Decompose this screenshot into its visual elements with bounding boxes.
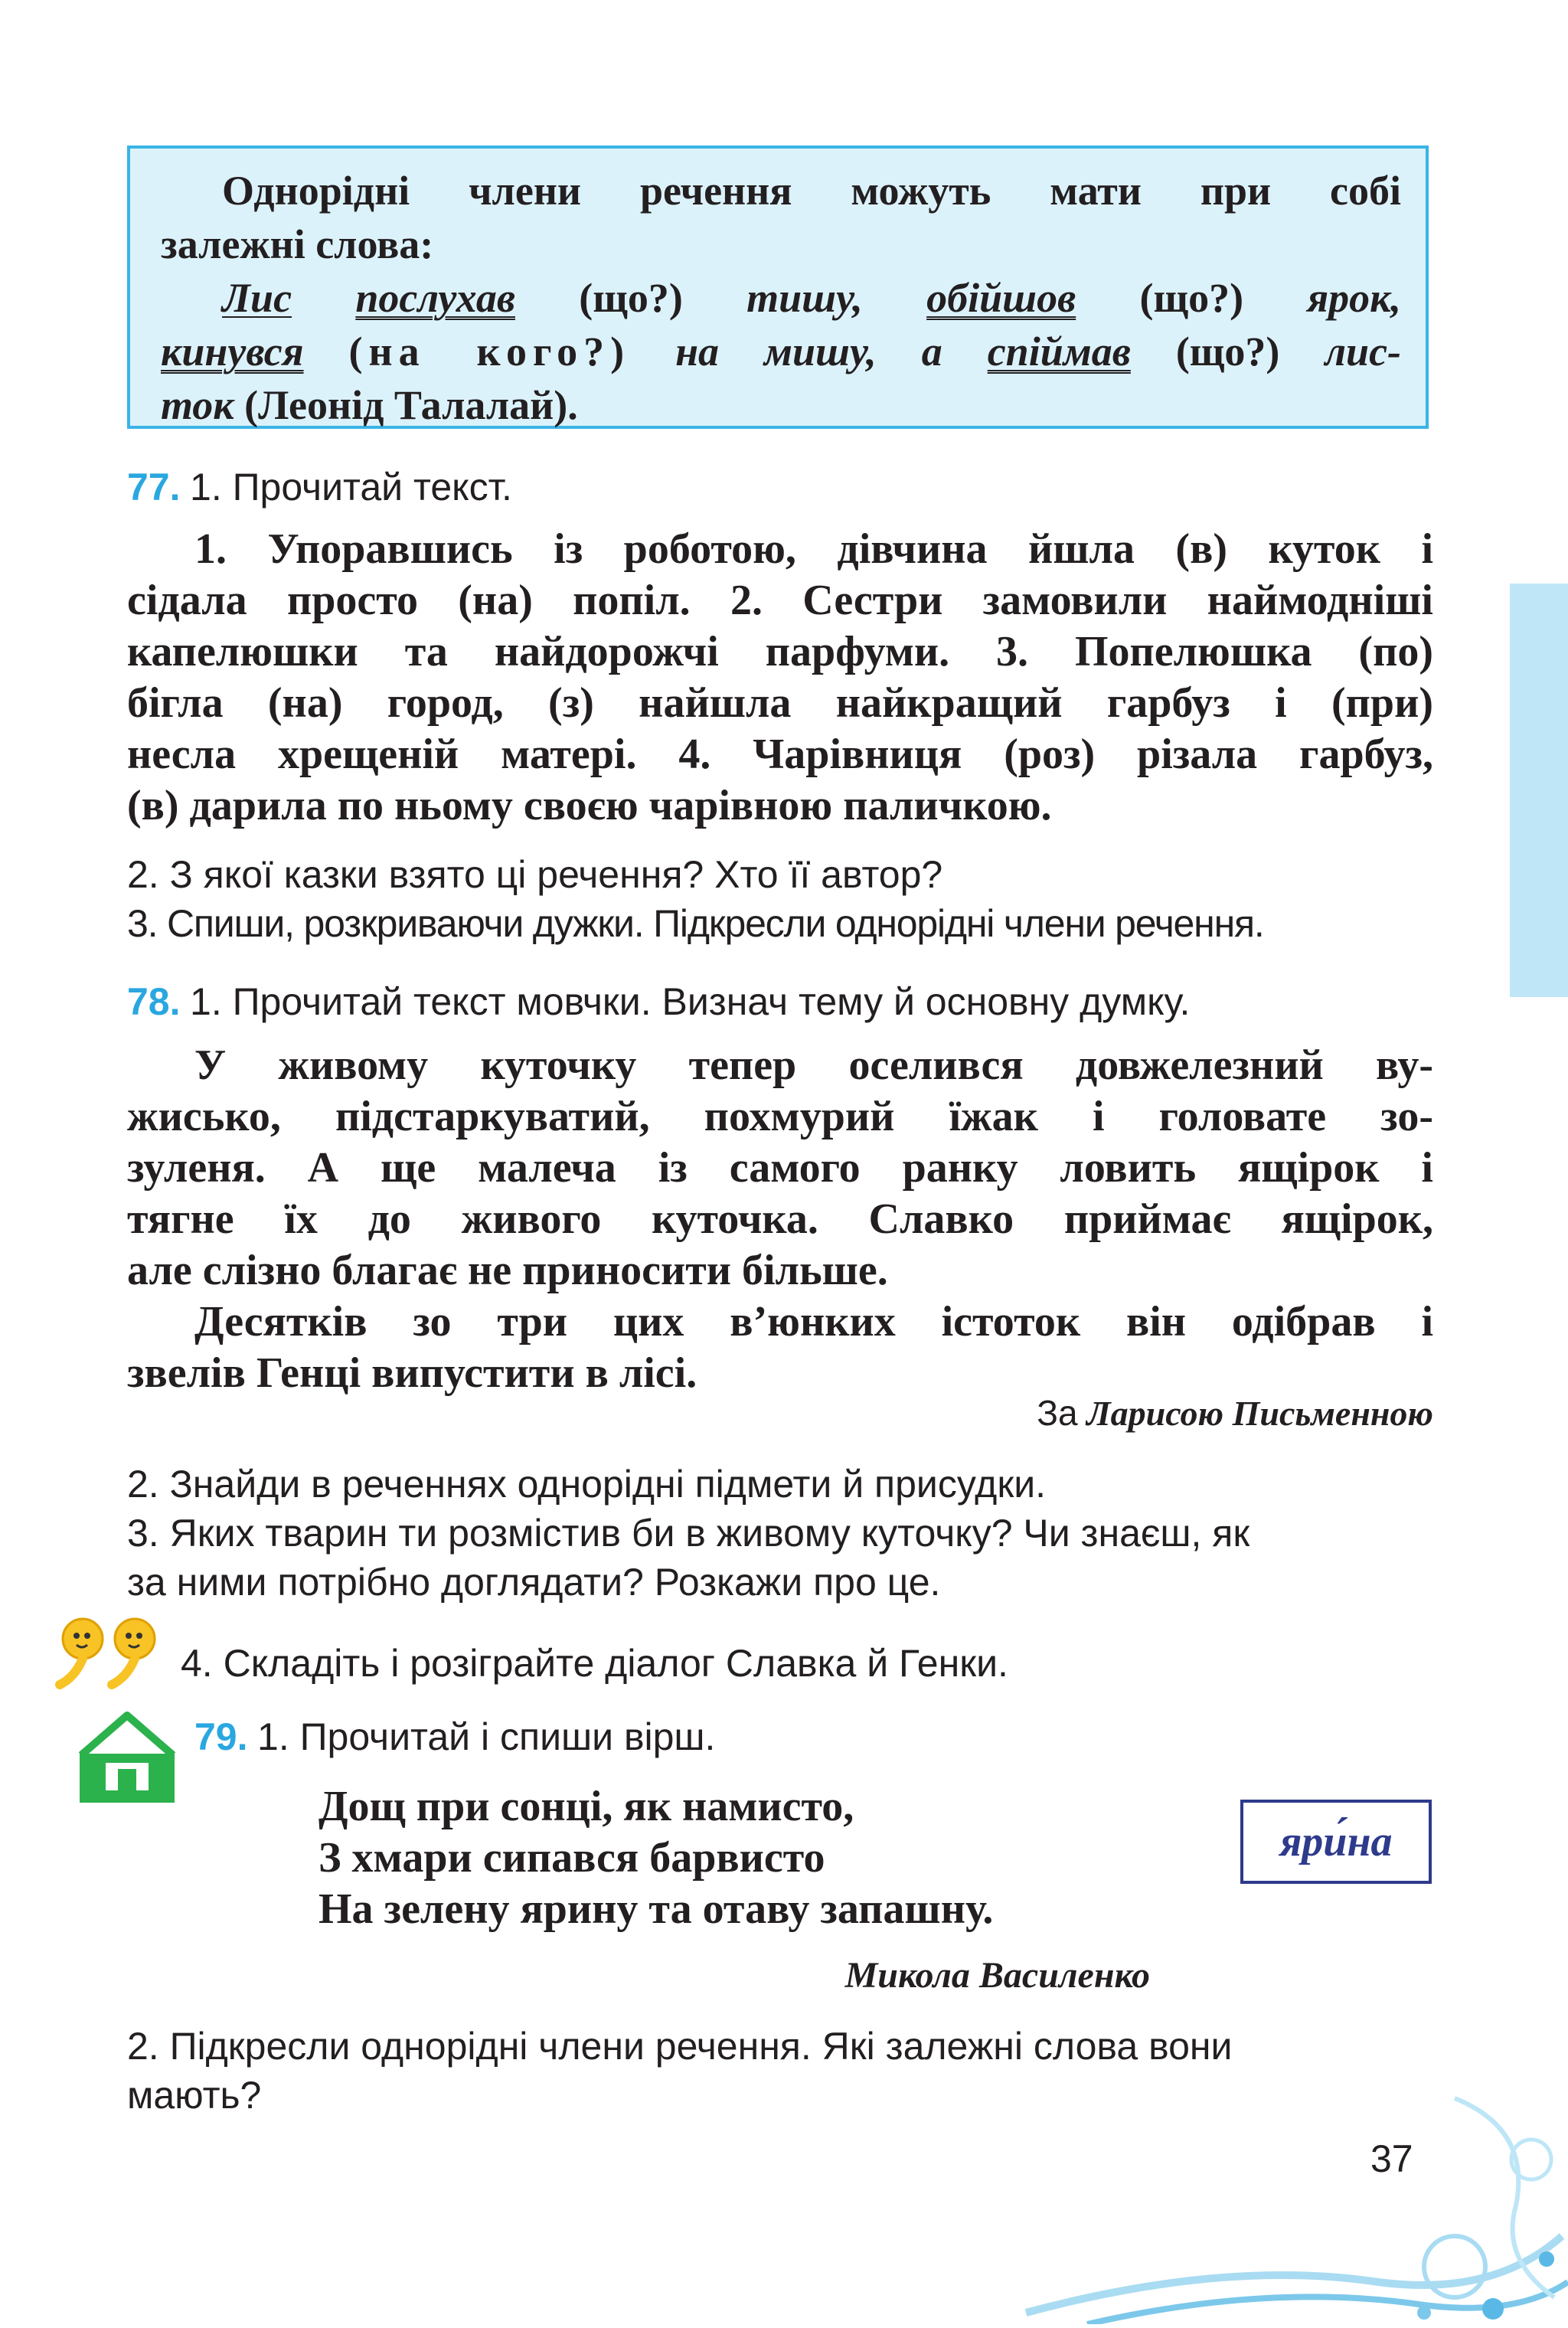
ex79-number: 79.	[194, 1715, 248, 1758]
ex77-text-line-1: 1. Упоравшись із роботою, дівчина йшла (в) куток і	[194, 525, 1433, 573]
rule-word-predicate-3: кинувся	[161, 329, 304, 374]
rule-word-subject: Лис	[222, 275, 292, 321]
ex78-task3-line1: 3. Яких тварин ти розмістив би в живому куточку? Чи знаєш, як	[127, 1512, 1250, 1555]
ex78-number: 78.	[127, 980, 181, 1023]
rule-line-1	[161, 164, 1401, 217]
rule-question-2: (що?)	[1139, 275, 1244, 321]
ex78-text-line-4: тягне їх до живого куточка. Славко приймає ящірок,	[127, 1195, 1433, 1243]
ex78-source	[1037, 1392, 1433, 1434]
ex77-text-line-4: бігла (на) город, (з) найшла найкращий гарбуз і (при)	[127, 679, 1433, 727]
rule-text-1: Однорідні члени речення можуть мати при собі	[222, 168, 1401, 214]
rule-word-predicate-1: послухав	[355, 275, 515, 321]
rule-dep-word-2: ярок,	[1307, 275, 1402, 321]
ex78-task2: 2. Знайди в реченнях однорідні підмети й присудки.	[127, 1463, 1047, 1506]
ex77-text-line-5: несла хрещеній матері. 4. Чарівниця (роз) різала гарбуз,	[127, 731, 1433, 778]
ex79-poem-line-3: На зелену ярину та отаву запашну.	[318, 1885, 994, 1933]
ex77-header	[127, 463, 512, 512]
rule-word-predicate-4: спіймав	[987, 329, 1131, 374]
rule-line-3	[161, 271, 1401, 325]
ex77-text-line-3: капелюшки та найдорожчі парфуми. 3. Попелюшка (по)	[127, 628, 1433, 675]
ex78-text-line-7: звелів Генці випустити в лісі.	[127, 1349, 697, 1397]
rule-question-1: (що?)	[579, 275, 683, 321]
ex77-task1: 1. Прочитай текст.	[190, 466, 512, 508]
ex78-text-line-6: Десятків зо три цих в’юнких істоток він одібрав і	[194, 1298, 1433, 1345]
ex78-source-prefix: За	[1037, 1393, 1078, 1433]
ex78-source-author: Ларисою Письменною	[1086, 1394, 1433, 1433]
ex79-task1: 1. Прочитай і спиши вірш.	[257, 1715, 716, 1758]
vocabulary-word-box	[1240, 1800, 1432, 1884]
rule-dep-word-4b: ток	[161, 382, 234, 428]
ex79-poem-line-1: Дощ при сонці, як намисто,	[318, 1783, 854, 1830]
rule-dep-word-3: на мишу, а	[675, 329, 942, 374]
ex78-text-line-2: жисько, підстаркуватий, похмурий їжак і головате зо-	[127, 1093, 1433, 1140]
ex78-text-line-3: зуленя. А ще малеча із самого ранку ловить ящірок і	[127, 1144, 1433, 1192]
decorative-corner-ornament	[995, 2006, 1568, 2324]
ex78-text-line-5: але слізно благає не приносити більше.	[127, 1247, 888, 1294]
ex78-task1: 1. Прочитай текст мовчки. Визнач тему й основну думку.	[190, 980, 1191, 1023]
rule-line-2: залежні слова:	[161, 221, 434, 267]
ex77-text-line-6: (в) дарила по ньому своєю чарівною паличкою.	[127, 782, 1052, 829]
ex77-number: 77.	[127, 466, 181, 508]
ex79-task2-line1: 2. Підкресли однорідні члени речення. Які залежні слова вони	[127, 2025, 1233, 2068]
ex77-task2: 2. З якої казки взято ці речення? Хто її автор?	[127, 853, 943, 896]
side-tab-marker	[1510, 584, 1568, 997]
rule-line-4	[161, 325, 1401, 378]
ex79-header	[194, 1712, 715, 1761]
ex79-poem-line-2: З хмари сипався барвисто	[318, 1834, 825, 1882]
rule-question-4: (що?)	[1175, 329, 1280, 374]
ex78-text-line-1: У живому куточку тепер оселився довжелезний ву-	[194, 1041, 1433, 1089]
rule-question-3: (на кого?)	[348, 329, 631, 374]
ex79-author: Микола Василенко	[844, 1955, 1150, 1996]
vocabulary-word: яри́на	[1279, 1818, 1393, 1865]
rule-dep-word-1: тишу,	[746, 275, 863, 321]
ex77-task3: 3. Спиши, розкриваючи дужки. Підкресли однорідні члени речення.	[127, 902, 1264, 945]
ex78-header	[127, 977, 1190, 1026]
ex78-task4: 4. Складіть і розіграйте діалог Славка й Генки.	[181, 1642, 1008, 1685]
rule-dep-word-4: лис-	[1325, 329, 1402, 374]
dialog-quotes-icon	[37, 1608, 182, 1692]
rule-box	[127, 146, 1429, 429]
rule-word-predicate-2: обійшов	[926, 275, 1076, 321]
ex78-task3-line2: за ними потрібно доглядати? Розкажи про це.	[127, 1561, 941, 1604]
ex77-text-line-2: сідала просто (на) попіл. 2. Сестри замовили наймодніші	[127, 577, 1433, 624]
ex79-task2-line2: мають?	[127, 2074, 262, 2117]
home-task-icon	[74, 1708, 181, 1807]
rule-source: (Леонід Талалай).	[244, 382, 578, 428]
page-number: 37	[1370, 2137, 1413, 2180]
rule-line-5	[161, 378, 1401, 432]
